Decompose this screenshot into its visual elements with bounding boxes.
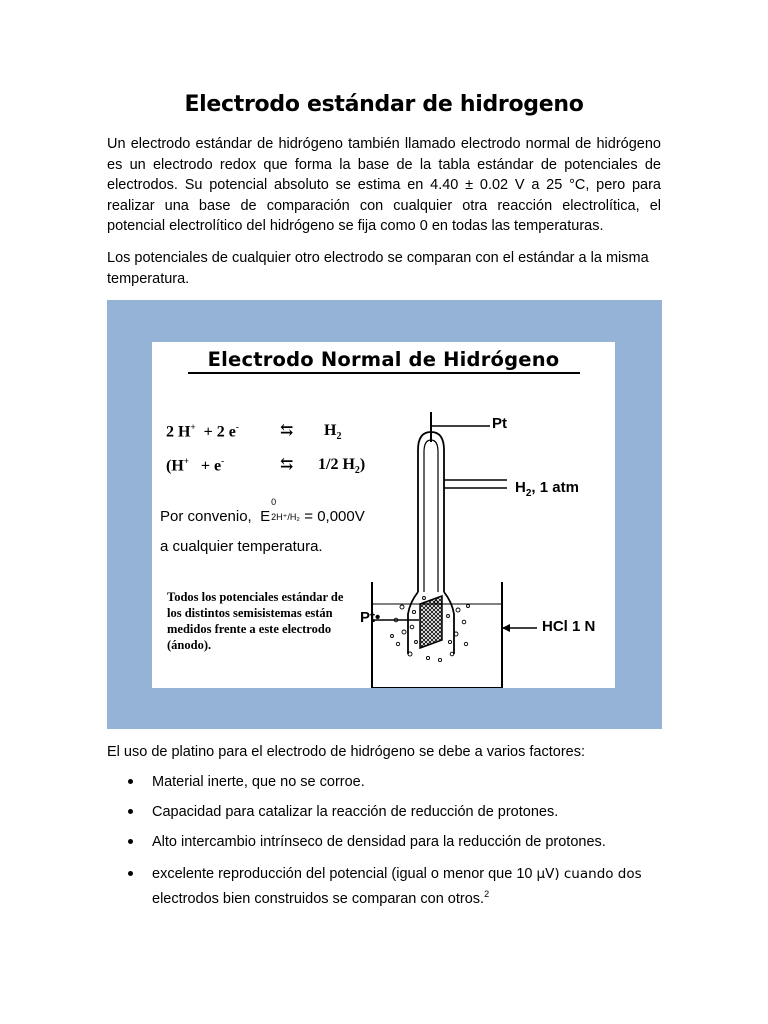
convention-symbol: E (260, 508, 271, 525)
convention-value: = 0,000V (304, 508, 365, 525)
convention-text: Por convenio, (160, 508, 252, 525)
figure-note: Todos los potenciales estándar de los distintos semisistemas están medidos frente a este electrodo (ánodo). (167, 590, 344, 652)
paragraph-comparison: Los potenciales de cualquier otro electrodo se comparan con el estándar a la misma temperatura. (107, 250, 649, 287)
bell-left (408, 592, 418, 654)
list-item-text (152, 864, 667, 909)
equation-1 (166, 422, 239, 441)
figure-frame (107, 300, 662, 729)
eq1-mid: + 2 e (203, 423, 236, 441)
eq2-sub: 2 (354, 465, 360, 477)
paragraph-intro: Un electrodo estándar de hidrógeno también llamado electrodo normal de hidrógeno es un electrodo redox que forma la base de la tabla estándar de potenciales de electrodos. Su potencial absoluto se estima en 4.40 ± 0.02 V a 25 °C, pero para realizar una base de comparación con cualquier otra reacción electrolítica, el potencial electrolítico del hidrógeno se fija como 0 en todas las temperaturas. (107, 136, 661, 234)
bullet-icon (128, 809, 133, 814)
eq1-left: 2 H (166, 423, 191, 441)
convention-indices (270, 497, 300, 522)
label-pt-left: Pt• (360, 609, 381, 626)
convention-sub: 2H⁺/H₂ (271, 512, 300, 522)
eq1-arrow: ⇆ (280, 422, 294, 439)
bullet-icon (128, 839, 133, 844)
eq1-sup2: - (235, 422, 239, 432)
convention-line-2: a cualquier temperatura. (160, 538, 323, 555)
list-item-text: Capacidad para catalizar la reacción de reducción de protones. (152, 804, 559, 820)
figure-title-underline (188, 372, 580, 374)
list-item-text: Material inerte, que no se corroe. (152, 774, 365, 790)
convention-sup: 0 (271, 497, 277, 507)
eq1-sup1: + (190, 422, 196, 432)
equation-2 (166, 456, 224, 475)
label-hcl: HCl 1 N (542, 618, 596, 635)
page-title: Electrodo estándar de hidrogeno (184, 92, 584, 117)
bullet4-end: electrodos bien construidos se comparan con otros. (152, 890, 485, 907)
footnote-ref: 2 (484, 889, 490, 899)
bullet-icon (128, 779, 133, 784)
eq2-arrow: ⇆ (280, 456, 294, 473)
eq2-left: (H (166, 457, 184, 475)
label-h2 (515, 479, 579, 499)
eq1-right (324, 422, 341, 442)
eq2-mid: + e (200, 457, 222, 475)
figure-title: Electrodo Normal de Hidrógeno (207, 348, 560, 371)
label-h2-symbol: H (515, 479, 526, 496)
bullet-icon (128, 871, 133, 876)
label-pt-top: Pt (492, 415, 507, 432)
figure-image (152, 342, 615, 688)
bullet4-start: excelente reproducción del potencial (igual o menor que 10 (152, 866, 537, 882)
electrode-diagram (352, 392, 615, 688)
hcl-arrowhead (502, 624, 510, 632)
bell-right (444, 592, 454, 654)
glass-tube-outer (418, 432, 444, 592)
eq1-right-text: H (324, 422, 337, 439)
eq2-right-text: 1/2 H (318, 456, 355, 473)
platinum-plate (420, 596, 442, 648)
label-h2-rest: , 1 atm (531, 479, 579, 496)
eq2-close: ) (359, 456, 366, 473)
glass-tube-inner (424, 440, 438, 592)
eq1-sub: 2 (336, 431, 342, 443)
list-intro: El uso de platino para el electrodo de hidrógeno se debe a varios factores: (107, 744, 586, 760)
convention-line (160, 497, 365, 525)
eq2-sup2: - (221, 456, 225, 466)
eq2-sup1: + (183, 456, 189, 466)
list-item-text: Alto intercambio intrínseco de densidad para la reducción de protones. (152, 834, 606, 850)
bullet4-unit: µV) cuando dos (536, 866, 642, 882)
label-h2-sub: 2 (525, 488, 532, 499)
